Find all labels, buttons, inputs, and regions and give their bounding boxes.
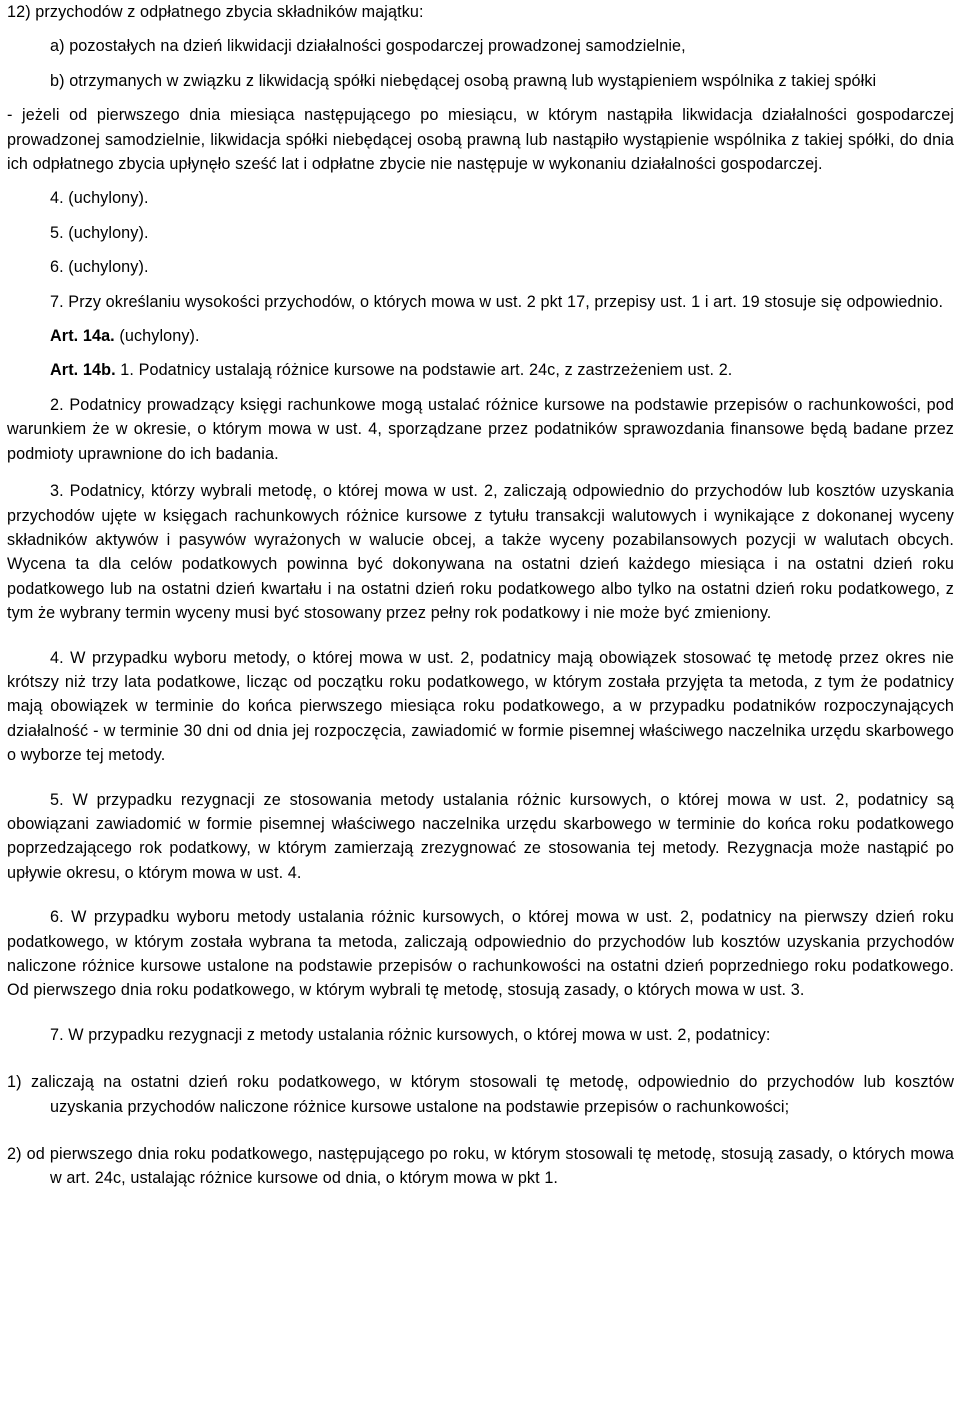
- pkt12-item-b: b) otrzymanych w związku z likwidacją spółki niebędącej osobą prawną lub wystąpieniem wspólnika z takiej spółki: [50, 71, 877, 90]
- pkt12-condition: - jeżeli od pierwszego dnia miesiąca następującego po miesiącu, w którym nastąpiła likwidacja działalności gospodarczej prowadzonej samodzielnie, likwidacja spółki niebędącej osobą prawną lub nastąpiło wystąpienie wspólnika z takiej spółki, do dnia ich odpłatnego zbycia upłynęło sześć lat i odpłatne zbycie nie następuje w wykonaniu działalności gospodarczej.: [7, 106, 954, 174]
- art14b-ust2: 2. Podatnicy prowadzący księgi rachunkowe mogą ustalać różnice kursowe na podstawie przepisów o rachunkowości, pod warunkiem że w okresie, o którym mowa w ust. 4, sporządzane przez podatników sprawozdania finansowe będą badane przez podmioty uprawnione do ich badania.: [7, 395, 954, 463]
- art14b-label: Art. 14b.: [50, 361, 116, 380]
- art14b-ust7: 7. W przypadku rezygnacji z metody ustalania różnic kursowych, o której mowa w ust. 2, podatnicy:: [50, 1025, 771, 1044]
- art14b-ust1: 1. Podatnicy ustalają różnice kursowe na podstawie art. 24c, z zastrzeżeniem ust. 2.: [115, 361, 733, 380]
- ust6-repealed: 6. (uchylony).: [50, 258, 149, 277]
- ust5-repealed: 5. (uchylony).: [50, 223, 149, 242]
- art14b-ust7-pkt2: 2) od pierwszego dnia roku podatkowego, następującego po roku, w którym stosowali tę metodę, stosują zasady, o których mowa w art. 24c, ustalając różnice kursowe od dnia, o którym mowa w pkt 1.: [7, 1145, 954, 1188]
- ust4-repealed: 4. (uchylony).: [50, 189, 149, 208]
- art14b-ust3: 3. Podatnicy, którzy wybrali metodę, o której mowa w ust. 2, zaliczają odpowiednio do przychodów lub kosztów uzyskania przychodów ujęte w księgach rachunkowych różnice kursowe z tytułu transakcji walutowych i wynikające z dokonanej wyceny składników aktywów i pasywów wyrażonych w walucie obcej, a także wyceny pozabilansowych pozycji w walutach obcych. Wycena ta dla celów podatkowych powinna być dokonywana na ostatni dzień każdego miesiąca i na ostatni dzień roku podatkowego lub na ostatni dzień kwartału i na ostatni dzień roku podatkowego albo tylko na ostatni dzień roku podatkowego, z tym że wybrany termin wyceny musi być stosowany przez pełny rok podatkowy i nie może być zmieniony.: [7, 482, 954, 623]
- art14b-ust5: 5. W przypadku rezygnacji ze stosowania metody ustalania różnic kursowych, o której mowa w ust. 2, podatnicy są obowiązani zawiadomić w formie pisemnej właściwego naczelnika urzędu skarbowego w terminie do końca roku podatkowego poprzedzającego rok podatkowy, w którym zamierzają zrezygnować ze stosowania tej metody. Rezygnacja może nastąpić po upływie okresu, o którym mowa w ust. 4.: [7, 790, 954, 882]
- art14b-ust4: 4. W przypadku wyboru metody, o której mowa w ust. 2, podatnicy mają obowiązek stosować tę metodę przez okres nie krótszy niż trzy lata podatkowe, licząc od początku roku podatkowego, w którym została przyjęta ta metoda, z tym że podatnicy mają obowiązek w terminie do końca pierwszego miesiąca roku podatkowego, a w przypadku podatników rozpoczynających działalność - w terminie 30 dni od dnia jej rozpoczęcia, zawiadomić w formie pisemnej właściwego naczelnika urzędu skarbowego o wyborze tej metody.: [7, 648, 954, 765]
- art14a-paragraph: [7, 324, 954, 348]
- art14a-label: Art. 14a.: [50, 327, 115, 346]
- pkt12-item-a: a) pozostałych na dzień likwidacji działalności gospodarczej prowadzonej samodzielnie,: [50, 37, 686, 56]
- art14b-ust7-pkt1: 1) zaliczają na ostatni dzień roku podatkowego, w którym stosowali tę metodę, odpowiednio do przychodów lub kosztów uzyskania przychodów naliczone różnice kursowe ustalone na podstawie przepisów o rachunkowości;: [7, 1073, 954, 1116]
- ust7-paragraph: 7. Przy określaniu wysokości przychodów, o których mowa w ust. 2 pkt 17, przepisy ust. 1 i art. 19 stosuje się odpowiednio.: [50, 292, 944, 311]
- art14b-paragraph: [7, 358, 954, 382]
- art14b-ust6: 6. W przypadku wyboru metody ustalania różnic kursowych, o której mowa w ust. 2, podatnicy na pierwszy dzień roku podatkowego, w którym została wybrana ta metoda, zaliczają odpowiednio do przychodów lub kosztów uzyskania przychodów naliczone różnice kursowe ustalone na podstawie przepisów o rachunkowości na ostatni dzień poprzedniego roku podatkowego. Od pierwszego dnia roku podatkowego, w którym wybrali tę metodę, stosują zasady, o których mowa w ust. 3.: [7, 908, 954, 1000]
- pkt12-heading: 12) przychodów z odpłatnego zbycia składników majątku:: [7, 3, 424, 21]
- art14a-text: (uchylony).: [114, 327, 200, 346]
